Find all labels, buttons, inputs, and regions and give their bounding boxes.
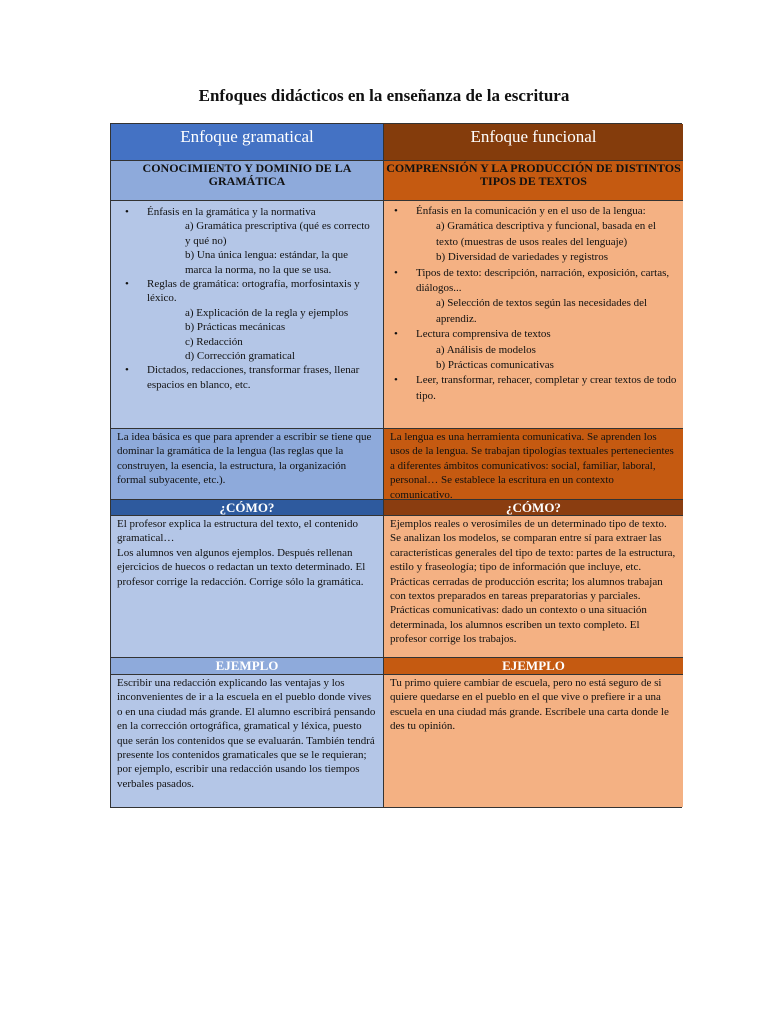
sub-item: c) Redacción <box>185 335 243 348</box>
header-funcional: Enfoque funcional <box>384 124 683 161</box>
sub-item: a) Selección de textos según las necesidades del aprendiz. <box>436 297 648 325</box>
sub-list <box>147 306 377 364</box>
sub-list <box>416 219 677 265</box>
idea-gramatical: La idea básica es que para aprender a escribir se tiene que dominar la gramática de la lengua (las reglas que la construyen, la esencia, la estructura, la organización formal subyacente, etc.). <box>111 429 384 500</box>
idea-funcional: La lengua es una herramienta comunicativa. Se aprenden los usos de la lengua. Se trabajan tipologías textuales pertenecientes a diferentes ámbitos comunicativos: social, familiar, laboral, personal… Se establece la escritura en un contexto comunicativo. <box>384 429 683 500</box>
bullet-item <box>416 327 677 373</box>
ejemplo-label-funcional: EJEMPLO <box>384 658 683 675</box>
header-gramatical: Enfoque gramatical <box>111 124 384 161</box>
sub-item: a) Gramática prescriptiva (qué es correcto y qué no) <box>185 220 370 247</box>
bullet-text: • Énfasis en la gramática y la normativa <box>147 206 316 218</box>
sub-item: a) Explicación de la regla y ejemplos <box>185 306 349 319</box>
document-title: Enfoques didácticos en la enseñanza de la escritura <box>198 86 570 105</box>
sub-item: a) Análisis de modelos <box>436 343 536 356</box>
list-funcional <box>384 201 683 429</box>
bullet-text: • Dictados, redacciones, transformar frases, llenar espacios en blanco, etc. <box>147 364 360 391</box>
como-label-gramatical: ¿CÓMO? <box>111 500 384 516</box>
sub-item: b) Prácticas comunicativas <box>436 359 554 372</box>
list-gramatical <box>111 201 384 429</box>
bullet-text: • Leer, transformar, rehacer, completar y crear textos de todo tipo. <box>416 374 677 402</box>
bullet-item <box>416 266 677 328</box>
como-text-funcional: Ejemplos reales o verosímiles de un determinado tipo de texto. Se analizan los modelos, se comparan entre sí para extraer las características generales del tipo de texto: partes de la estructura, estilo y fraseología; tipo de información que incluye, etc. Prácticas cerradas de producción escrita; los alumnos trabajan con textos preparados en tareas preparatorias y parciales. Prácticas comunicativas: dado un contexto o una situación determinada, los alumnos escriben un texto completo. El profesor corrige los trabajos. <box>384 516 683 658</box>
comparison-table <box>110 123 682 808</box>
sub-list <box>416 296 677 327</box>
bullet-text: • Énfasis en la comunicación y en el uso de la lengua: <box>416 205 646 217</box>
subheader-funcional: COMPRENSIÓN Y LA PRODUCCIÓN DE DISTINTOS TIPOS DE TEXTOS <box>384 161 683 201</box>
sub-item: b) Prácticas mecánicas <box>185 321 286 334</box>
bullet-text: • Tipos de texto: descripción, narración, exposición, cartas, diálogos... <box>416 266 670 295</box>
bullet-text: • Lectura comprensiva de textos <box>416 328 551 341</box>
sub-item: b) Una única lengua: estándar, la que marca la norma, no la que se usa. <box>185 249 348 276</box>
sub-list <box>147 219 377 277</box>
sub-item: a) Gramática descriptiva y funcional, basada en el texto (muestras de usos reales del lenguaje) <box>436 220 656 248</box>
como-text-gramatical: El profesor explica la estructura del texto, el contenido gramatical… Los alumnos ven algunos ejemplos. Después rellenan ejercicios de huecos o redactan un texto determinado. El profesor corrige la redacción. Corrige sólo la gramática. <box>111 516 384 658</box>
sub-item: d) Corrección gramatical <box>185 350 295 363</box>
ejemplo-text-gramatical: Escribir una redacción explicando las ventajas y los inconvenientes de ir a la escuela en el pueblo donde vives o en una ciudad más grande. El alumno escribirá pensando en la corrección ortográfica, gramatical y léxica, puesto que serán los contenidos que se evaluarán. También tendrá presente los contenidos gramaticales que se le requieran; por ejemplo, escribir una redacción usando los tiempos verbales pasados. <box>111 675 384 807</box>
ejemplo-label-gramatical: EJEMPLO <box>111 658 384 675</box>
bullet-text: • Reglas de gramática: ortografía, morfosintaxis y léxico. <box>147 278 360 305</box>
sub-item: b) Diversidad de variedades y registros <box>436 251 608 264</box>
como-label-funcional: ¿CÓMO? <box>384 500 683 516</box>
subheader-gramatical: CONOCIMIENTO Y DOMINIO DE LA GRAMÁTICA <box>111 161 384 201</box>
bullet-item <box>147 205 377 277</box>
bullet-item <box>416 373 677 404</box>
ejemplo-text-funcional: Tu primo quiere cambiar de escuela, pero no está seguro de si quiere quedarse en el pueblo en el que vive o prefiere ir a una escuela en una ciudad más grande. Escríbele una carta donde le des tu opinión. <box>384 675 683 807</box>
bullet-item <box>147 277 377 363</box>
sub-list <box>416 343 677 374</box>
bullet-item <box>147 363 377 392</box>
bullet-item <box>416 204 677 266</box>
